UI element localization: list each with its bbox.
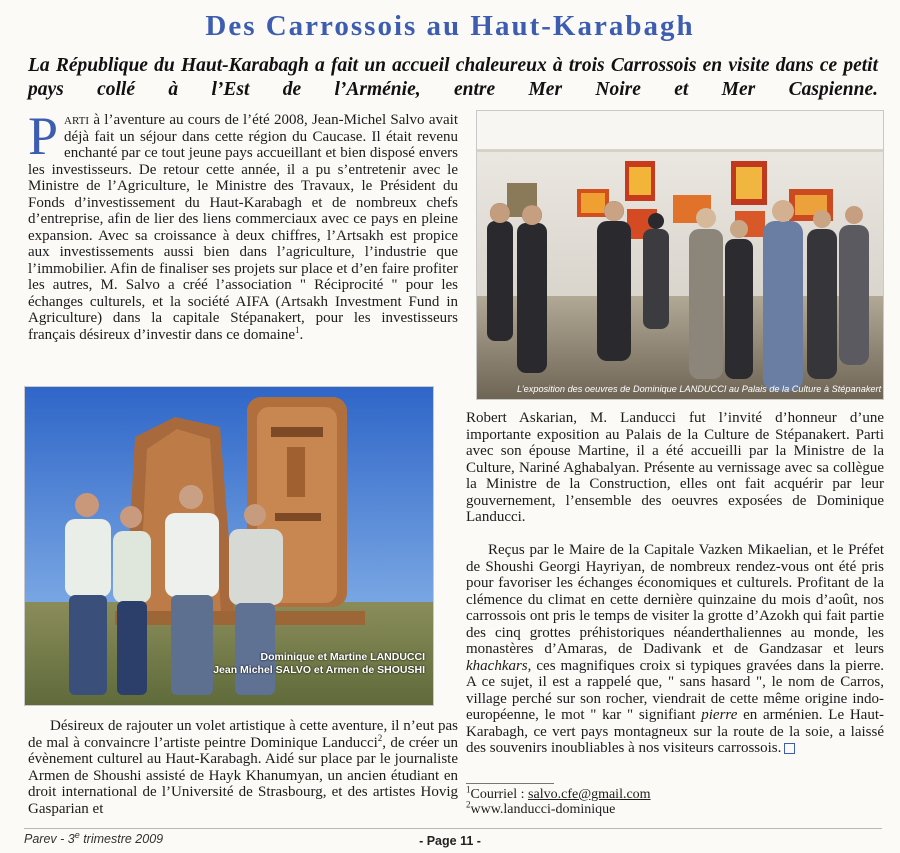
issue-rest: trimestre 2009 — [79, 832, 164, 846]
footnotes — [466, 784, 651, 817]
group-photo-caption — [213, 651, 425, 677]
footer-divider — [24, 828, 882, 829]
footnote-ref-1: 1 — [294, 324, 300, 335]
footnote-1 — [466, 784, 651, 802]
article-subtitle: La République du Haut-Karabagh a fait un accueil chaleureux à trois Carrossois en visite dans ce petit pays collé à l’Est de l’Arménie, entre Mer Noire et Mer Caspienne. — [28, 55, 878, 100]
lead-in: arti — [64, 112, 90, 128]
group-photo-caption-line2: Jean Michel SALVO et Armen de SHOUSHI — [213, 664, 425, 676]
article-title: Des Carrossois au Haut-Karabagh — [205, 10, 695, 42]
website-text: www.landucci-dominique — [470, 802, 616, 817]
paragraph-intro-end: . — [299, 326, 304, 343]
issue-sup: e — [74, 829, 80, 840]
end-of-article-icon — [784, 743, 795, 754]
footnote-1-mark: 1 — [466, 784, 471, 795]
paragraph-artistic-text-1: Désireux de rajouter un volet artistique à cette aventure, il n’eut pas de mal à convaincre l’artiste peintre Dominique Landucci — [28, 718, 458, 751]
email-link[interactable]: salvo.cfe@gmail.com — [528, 787, 651, 802]
paragraph-visits-text-2: , ces magnifiques croix si typiques gravées dans la pierre. A ce sujet, il est a rappelé que, " sans hasard ", le nom de Carros, village perché sur son rocher, viendrait de cette même origine indo-européenne, le mot " kar " signifiant — [466, 657, 884, 723]
paragraph-visits-text-1: Reçus par le Maire de la Capitale Vazken Mikaelian, et le Préfet de Shoushi Georgi Hayriyan, de nombreux rendez-vous ont été pris pour favoriser les échanges économiques et culturels. Profitant de la clémence du climat en cette dernière quinzaine du mois d’août, nos carrossois ont pris le temps de visiter la grotte d’Azokh qui fait partie des cinq grottes préhistoriques néanderthaliennes au monde, les monastères d’Amaras, de Dadivank et de Gandzasar et leurs — [466, 542, 884, 657]
publication-name: Parev — [24, 832, 57, 846]
group-photo — [24, 386, 434, 706]
issue-sep: - 3 — [56, 832, 75, 846]
paragraph-artistic — [28, 718, 458, 817]
group-photo-caption-line1: Dominique et Martine LANDUCCI — [260, 651, 425, 663]
footnote-1-label: Courriel : — [470, 787, 529, 802]
paragraph-exhibition: Robert Askarian, M. Landucci fut l’invité d’honneur d’une importante exposition au Palais de la Culture de Stépanakert. Parti avec son épouse Martine, il a été accueilli par la Ministre de la Culture, Nariné Aghabalyan. Présente au vernissage avec sa collègue la Ministre de la Construction, elles ont fait acquérir par leur gouvernement, l’ensemble des oeuvres exposées de Dominique Landucci. — [466, 410, 884, 525]
paragraph-intro-text: à l’aventure au cours de l’été 2008, Jean-Michel Salvo avait déjà fait un séjour dans cette région du Caucase. Il était revenu enchanté par ce tout jeune pays accueillant et bien disposé envers les investisseurs. De retour cette année, il a pu s’entretenir avec le Ministre de l’Agriculture, le Ministre des Travaux, le Président du Fonds d’investissement du Haut-Karabagh et de nombreux chefs d’entreprise, afin de lier des liens commerciaux avec ce pays en pleine expansion. Avec sa croissance à deux chiffres, l’Artsakh est propice aux investissements aussi bien dans l’agriculture, l’industrie que l’immobilier. Afin de finaliser ses projets sur place et d’en faire profiter les autres, M. Salvo a créé l’association " Réciprocité " pour les échanges culturels, et la société AIFA (Artsakh Investment Fund in Agriculture) dans la capitale Stépanakert, pour les investisseurs français désireux d’investir dans ce domaine — [28, 112, 458, 343]
footnote-ref-2: 2 — [377, 732, 383, 743]
paragraph-visits — [466, 542, 884, 757]
drop-cap: P — [28, 106, 59, 166]
paragraph-artistic-text-2: , de créer un évènement culturel au Haut-Karabagh. Aidé sur place par le journaliste Armen de Shoushi assisté de Hayk Khanumyan, un ancien étudiant en droit international de l’Université de Strasbourg, et des artistes Hovig Gasparian et — [28, 734, 458, 817]
emphasis-khachkars: khachkars — [466, 657, 528, 674]
footnote-divider — [466, 783, 554, 784]
page-number: - Page 11 - — [419, 834, 481, 848]
exhibition-photo — [476, 110, 884, 400]
emphasis-pierre: pierre — [701, 707, 738, 723]
paragraph-intro — [28, 106, 458, 343]
footnote-2 — [466, 799, 651, 817]
footnote-2-mark: 2 — [466, 799, 471, 810]
exhibition-photo-caption: L’exposition des oeuvres de Dominique LANDUCCI au Palais de la Culture à Stépanakert — [517, 384, 882, 394]
paragraph-visits-text-3: en arménien. Le Haut-Karabagh, ce vert pays montagneux sur la route de la soie, a laissé des souvenirs inoubliables à nos visiteurs carrossois. — [466, 707, 884, 756]
exhibition-photo-illustration — [477, 111, 883, 399]
